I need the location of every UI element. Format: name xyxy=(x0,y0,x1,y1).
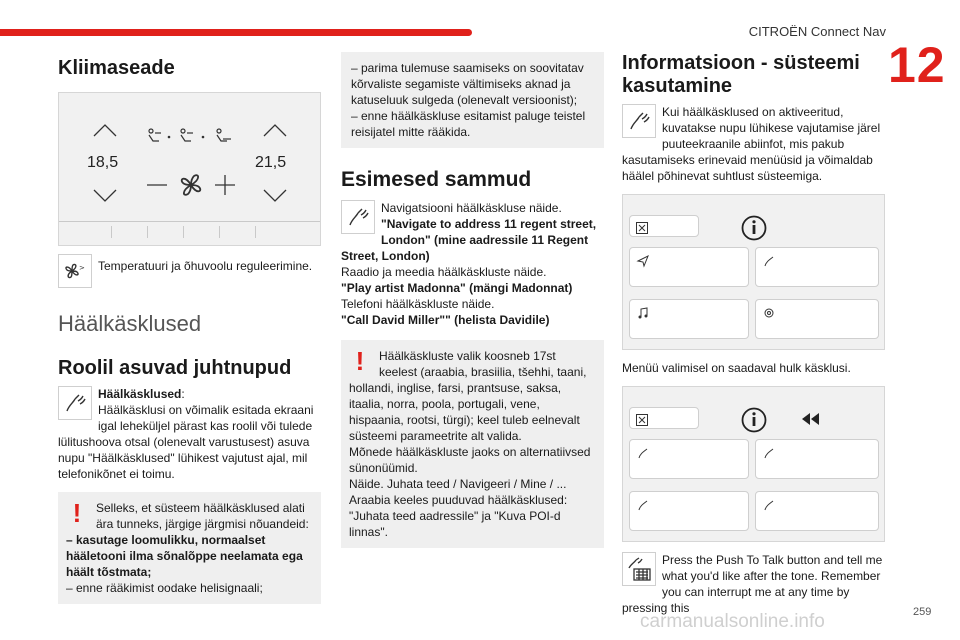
voice-command-block xyxy=(58,386,321,482)
warning-1-bold: – kasutage loomulikku, normaalset hääletooni ilma sõnalõppe neelamata ega häält tõstmata; xyxy=(66,533,303,579)
info-icon xyxy=(741,215,767,241)
warning-2-arabic: Araabia keeles puuduvad häälkäsklused: "Juhata teed aadressile" ja "Kuva POI-d linnas". xyxy=(349,493,568,539)
warning-icon: ! xyxy=(355,346,365,376)
climate-heading: Kliimaseade xyxy=(58,57,175,79)
command-tile xyxy=(755,439,879,479)
warning-box-1 xyxy=(58,492,321,604)
running-header: CITROËN Connect Nav xyxy=(748,24,886,39)
phone-example-intro: Telefoni häälkäskluste näide. xyxy=(341,297,495,311)
minus-icon xyxy=(147,183,167,187)
climate-caption: Temperatuuri ja õhuvoolu reguleerimine. xyxy=(98,259,313,273)
temperature-left: 18,5 xyxy=(87,154,119,171)
column-2 xyxy=(341,52,604,548)
steering-controls-heading: Roolil asuvad juhtnupud xyxy=(58,357,292,379)
phone-icon xyxy=(636,498,650,512)
voice-help-screen-2 xyxy=(622,386,885,542)
warning-1-last: – enne rääkimist oodake helisignaali; xyxy=(66,581,263,595)
airflow-mode-icons xyxy=(145,127,239,145)
warning-icon: ! xyxy=(72,498,82,528)
warning-2-synonyms: Mõnede häälkäskluste jaoks on alternatiivsed sünonüümid. xyxy=(349,445,591,475)
phone-icon xyxy=(636,446,650,460)
command-tile xyxy=(755,491,879,531)
info-text: Kui häälkäsklused on aktiveeritud, kuvatakse nupu lühikese vajutamise järel puuteekraanile abiinfot, mis pakub kasutamiseks erinevaid menüüsid ja võimaldab häälel põhinevat suhtlust süsteemiga. xyxy=(622,105,881,183)
svg-text:>: > xyxy=(79,264,85,272)
column-3 xyxy=(622,52,885,616)
fan-icon xyxy=(177,171,205,199)
voice-command-icon xyxy=(58,386,92,420)
menu-caption: Menüü valimisel on saadaval hulk käsklusi. xyxy=(622,361,851,375)
push-to-talk-text: Press the Push To Talk button and tell me what you'd like after the tone. Remember you can interrupt me at any time by pressing this xyxy=(622,553,883,615)
chevron-up-icon xyxy=(263,123,287,137)
phone-icon xyxy=(762,446,776,460)
chevron-up-icon xyxy=(93,123,117,137)
voice-command-colon: : xyxy=(181,387,185,401)
voice-command-icon xyxy=(622,104,656,138)
phone-icon xyxy=(762,254,776,268)
temperature-right: 21,5 xyxy=(255,154,287,171)
voice-command-icon xyxy=(341,200,375,234)
figure-tick xyxy=(147,226,148,238)
plus-icon xyxy=(215,175,235,195)
radio-example-intro: Raadio ja meedia häälkäskluste näide. xyxy=(341,265,547,279)
close-icon xyxy=(636,414,648,426)
gear-icon xyxy=(762,306,776,320)
figure-tick xyxy=(219,226,220,238)
phone-example: "Call David Miller"" (helista Davidile) xyxy=(341,313,550,327)
voice-help-screen-1 xyxy=(622,194,885,350)
fan-button-icon xyxy=(58,254,92,288)
chevron-down-icon xyxy=(93,189,117,203)
voice-commands-heading: Häälkäsklused xyxy=(58,311,202,336)
warning-1-intro: Selleks, et süsteem häälkäsklused alati ära tunneks, järgige järgmisi nõuandeid: xyxy=(96,501,309,531)
voice-command-label: Häälkäsklused xyxy=(98,387,182,401)
phone-icon xyxy=(762,498,776,512)
settings-tile xyxy=(755,299,879,339)
warning-continuation: – parima tulemuse saamiseks on soovitatav kõrvaliste segamiste vältimiseks aknad ja katuseluuk sulgeda (olenevalt versioonist); – enne häälkäskluse esitamist paluge teistel reisijatel mitte rääkida. xyxy=(341,52,604,148)
info-icon xyxy=(741,407,767,433)
nav-example: "Navigate to address 11 regent street, London" (mine aadressile 11 Regent Street, London) xyxy=(341,217,597,263)
close-tile xyxy=(629,215,699,237)
nav-example-intro: Navigatsiooni häälkäskluse näide. xyxy=(381,201,562,215)
navigation-tile xyxy=(629,247,749,287)
watermark: carmanualsonline.info xyxy=(640,611,825,632)
info-block xyxy=(622,104,885,184)
radio-example: "Play artist Madonna" (mängi Madonnat) xyxy=(341,281,573,295)
media-tile xyxy=(629,299,749,339)
chevron-down-icon xyxy=(263,189,287,203)
close-icon xyxy=(636,222,648,234)
examples-block xyxy=(341,200,604,328)
music-icon xyxy=(636,306,650,320)
chapter-number: 12 xyxy=(888,37,946,93)
close-tile xyxy=(629,407,699,429)
command-tile xyxy=(629,439,749,479)
push-to-talk-icon xyxy=(622,552,656,586)
first-steps-heading: Esimesed sammud xyxy=(341,168,532,191)
command-tile xyxy=(629,491,749,531)
header-accent-bar xyxy=(0,29,472,36)
figure-divider xyxy=(59,221,320,222)
figure-tick xyxy=(183,226,184,238)
info-heading: Informatsioon - süsteemi kasutamine xyxy=(622,52,860,97)
climate-caption-row xyxy=(58,254,321,290)
navigation-icon xyxy=(636,254,650,268)
rewind-icon xyxy=(799,411,821,427)
warning-2-languages: Häälkäskluste valik koosneb 17st keelest (araabia, brasiilia, tšehhi, taani, hollandi, inglise, farsi, prantsuse, saksa, itaalia, norra, poola, portugali, vene, hispaania, rootsi, türgi); keel tuleb eelnevalt süsteemi parameetrite alt valida. xyxy=(349,349,587,443)
warning-2-example: Näide. Juhata teed / Navigeeri / Mine / ... xyxy=(349,477,567,491)
phone-tile xyxy=(755,247,879,287)
climate-control-figure xyxy=(58,92,321,246)
figure-tick xyxy=(255,226,256,238)
figure-tick xyxy=(111,226,112,238)
voice-command-text: Häälkäsklusi on võimalik esitada ekraani igal leheküljel pärast kas roolil või tulede lülitushoova otsal (olenevalt varustusest) asuva nupu "Häälkäsklused" lühikest vajutust ajal, mil telefonikõnet ei toimu. xyxy=(58,403,314,481)
warning-box-2 xyxy=(341,340,604,548)
push-to-talk-block xyxy=(622,552,885,616)
column-1 xyxy=(58,52,321,604)
page-number: 259 xyxy=(913,606,932,618)
